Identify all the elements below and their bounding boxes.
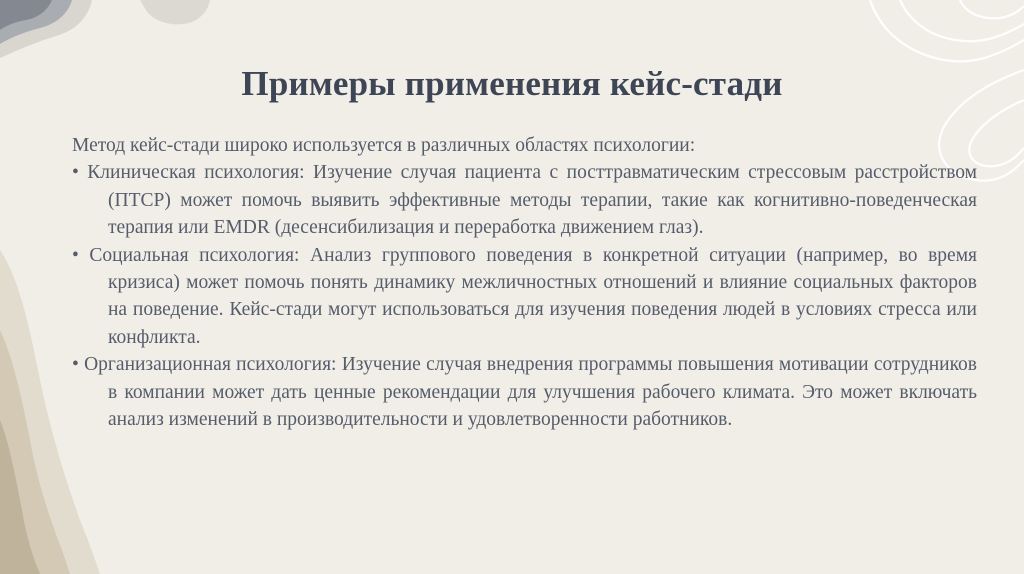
bullet-symbol: • <box>72 162 79 184</box>
bullet-list <box>72 159 977 433</box>
slide-body <box>72 132 977 433</box>
bullet-item-text: Организационная психология: Изучение случая внедрения программы повышения мотивации сотрудников в компании может дать ценные рекомендации для улучшения рабочего климата. Это может включать анализ изменений в производительности и удовлетворенности работников. <box>84 354 978 431</box>
bullet-item-organizational <box>72 351 977 433</box>
bullet-symbol: • <box>72 354 79 376</box>
bullet-item-text: Социальная психология: Анализ группового поведения в конкретной ситуации (например, во время кризиса) может помочь понять динамику межличностных отношений и влияние социальных факторов на поведение. Кейс-стади могут использоваться для изучения поведения людей в условиях стресса или конфликта. <box>89 244 978 348</box>
bullet-item-text: Клиническая психология: Изучение случая пациента с посттравматическим стрессовым расстройством (ПТСР) может помочь выявить эффективные методы терапии, такие как когнитивно-поведенческая терапия или EMDR (десенсибилизация и переработка движением глаз). <box>87 162 978 239</box>
slide-title: Примеры применения кейс-стади <box>241 64 783 103</box>
top-center-blob <box>140 0 210 24</box>
bullet-item-clinical <box>72 159 977 241</box>
bullet-item-social <box>72 242 977 352</box>
intro-text: Метод кейс-стади широко используется в различных областях психологии: <box>72 135 696 156</box>
bullet-symbol: • <box>72 244 79 266</box>
